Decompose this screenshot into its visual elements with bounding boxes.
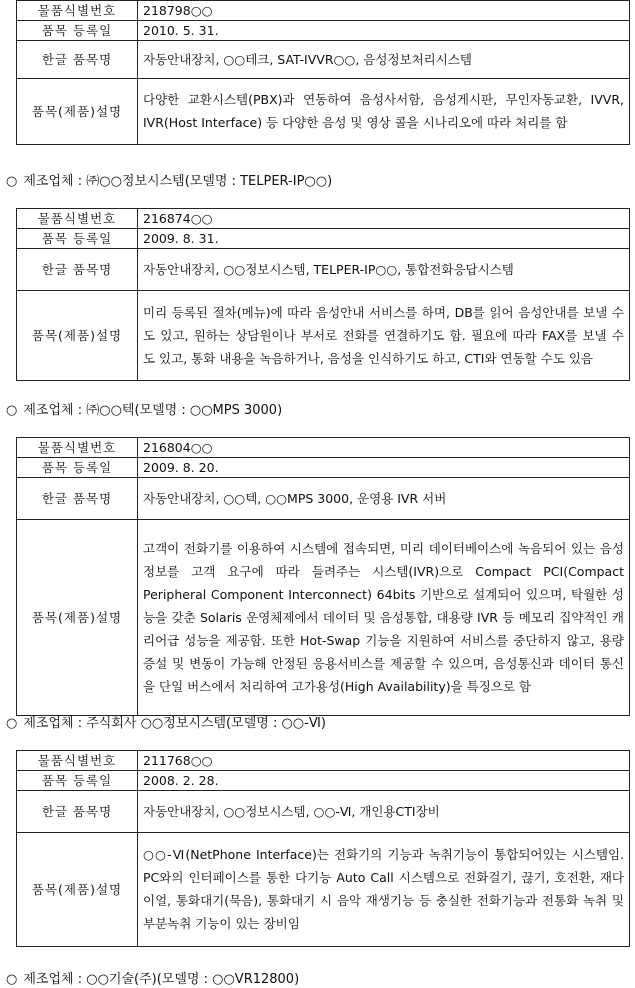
korean-name-value: 자동안내장치, ○○정보시스템, ○○-Ⅵ, 개인용CTI장비 [138,791,630,833]
label-korean-name: 한글 품목명 [17,478,138,520]
label-description: 품목(제품)설명 [17,291,138,381]
product-table-2 [16,208,630,381]
label-description: 품목(제품)설명 [17,520,138,716]
bullet-circle: ○ [6,403,18,418]
description-value: 다양한 교환시스템(PBX)과 연동하여 음성사서함, 음성게시판, 무인자동교환, IVVR, IVR(Host Interface) 등 다양한 음성 및 영상 콜을 시나리오에 따라 처리를 함 [138,79,630,145]
bullet-circle: ○ [6,972,18,987]
reg-date-value: 2009. 8. 20. [138,458,630,478]
manufacturer-text: 제조업체 : ㈜○○텍(모델명 : ○○MPS 3000) [23,403,283,418]
item-id-value: 216874○○ [138,209,630,229]
description-value: ○○-Ⅵ(NetPhone Interface)는 전화기의 기능과 녹취기능이 통합되어있는 시스템임. PC와의 인터페이스를 통한 다기능 Auto Call 시스템으로 전화걸기, 끊기, 호전환, 재다이얼, 통화대기(묵음), 통화대기 시 음악 재생기능 등 충실한 전화기능과 전통화 녹취 및 부분녹취 기능이 있는 장비임 [138,833,630,947]
bullet-circle: ○ [6,716,18,731]
label-description: 품목(제품)설명 [17,833,138,947]
manufacturer-line-4 [6,968,299,987]
label-reg-date: 품목 등록일 [17,21,138,41]
korean-name-value: 자동안내장치, ○○정보시스템, TELPER-IP○○, 통합전화응답시스템 [138,249,630,291]
reg-date-value: 2009. 8. 31. [138,229,630,249]
item-id-value: 216804○○ [138,438,630,458]
reg-date-value: 2010. 5. 31. [138,21,630,41]
item-id-value: 218798○○ [138,1,630,21]
label-korean-name: 한글 품목명 [17,791,138,833]
label-item-id: 물품식별번호 [17,209,138,229]
label-reg-date: 품목 등록일 [17,229,138,249]
korean-name-value: 자동안내장치, ○○텍, ○○MPS 3000, 운영용 IVR 서버 [138,478,630,520]
reg-date-value: 2008. 2. 28. [138,771,630,791]
description-value: 미리 등록된 절차(메뉴)에 따라 음성안내 서비스를 하며, DB를 읽어 음성안내를 보낼 수도 있고, 원하는 상담원이나 부서로 전화를 연결하기도 함. 필요에 따라 FAX를 보낼 수 도 있고, 통화 내용을 녹음하거나, 음성을 인식하기도 하고, CTI와 연동할 수도 있음 [138,291,630,381]
product-table-1 [16,0,630,145]
label-item-id: 물품식별번호 [17,438,138,458]
label-item-id: 물품식별번호 [17,1,138,21]
manufacturer-text: 제조업체 : ○○기술(주)(모델명 : ○○VR12800) [23,972,300,987]
manufacturer-line-2 [6,399,282,418]
label-reg-date: 품목 등록일 [17,771,138,791]
label-korean-name: 한글 품목명 [17,41,138,79]
label-description: 품목(제품)설명 [17,79,138,145]
item-id-value: 211768○○ [138,751,630,771]
product-table-4 [16,750,630,947]
manufacturer-text: 제조업체 : 주식회사 ○○정보시스템(모델명 : ○○-Ⅵ) [23,716,326,731]
korean-name-value: 자동안내장치, ○○테크, SAT-IVVR○○, 음성정보처리시스템 [138,41,630,79]
label-item-id: 물품식별번호 [17,751,138,771]
manufacturer-line-3 [6,712,326,731]
product-table-3 [16,437,630,716]
label-reg-date: 품목 등록일 [17,458,138,478]
label-korean-name: 한글 품목명 [17,249,138,291]
description-value: 고객이 전화기를 이용하여 시스템에 접속되면, 미리 데이터베이스에 녹음되어 있는 음성 정보를 고객 요구에 따라 들려주는 시스템(IVR)으로 Compact PCI(Compact Peripheral Component Interconnect) 64bits 기반으로 설계되어 있으며, 탁월한 성능을 갖춘 Solaris 운영체제에서 데이터 및 음성통합, 대용량 IVR 등 메모리 집약적인 캐리어급 성능을 제공함. 또한 Hot-Swap 기능을 지원하여 서비스를 중단하지 않고, 용량 증설 및 변동이 가능해 안정된 응용서비스를 제공할 수 있으며, 음성통신과 데이터 통신을 단일 버스에서 처리하여 고가용성(High Availability)을 특징으로 함 [138,520,630,716]
manufacturer-line-1 [6,170,332,189]
manufacturer-text: 제조업체 : ㈜○○정보시스템(모델명 : TELPER-IP○○) [23,174,333,189]
bullet-circle: ○ [6,174,18,189]
